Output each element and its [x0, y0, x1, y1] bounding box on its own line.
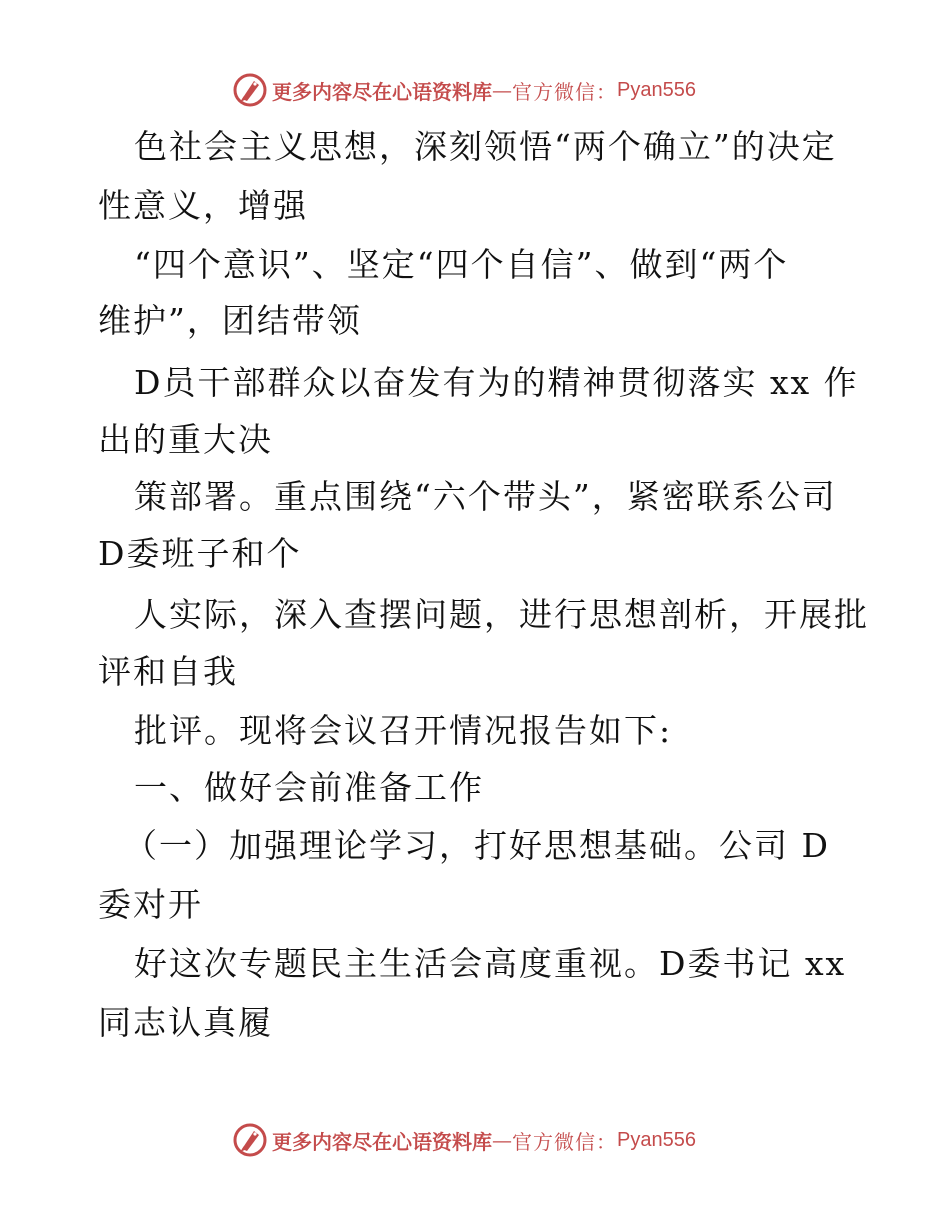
watermark-separator: —	[492, 78, 512, 102]
body-line: D员干部群众以奋发有为的精神贯彻落实 xx 作	[134, 363, 859, 402]
body-line: 维护”，团结带领	[98, 301, 362, 340]
body-line: “四个意识”、坚定“四个自信”、做到“两个	[134, 245, 789, 284]
watermark-site-text: 更多内容尽在心语资料库	[272, 79, 492, 104]
body-line: 好这次专题民主生活会高度重视。D委书记 xx	[134, 944, 847, 983]
body-line: 策部署。重点围绕“六个带头”，紧密联系公司	[134, 477, 837, 516]
watermark-separator: —	[492, 1128, 512, 1152]
pen-nib-logo-icon	[232, 1122, 268, 1158]
body-line: 同志认真履	[98, 1003, 273, 1042]
header-watermark	[232, 70, 696, 110]
body-line: 批评。现将会议召开情况报告如下:	[134, 711, 673, 750]
watermark-account: Pyan556	[617, 78, 696, 101]
footer-watermark	[232, 1120, 696, 1160]
section-heading: 一、做好会前准备工作	[134, 768, 484, 807]
body-line: D委班子和个	[98, 534, 302, 573]
watermark-account: Pyan556	[617, 1128, 696, 1151]
pen-nib-logo-icon	[232, 72, 268, 108]
body-line: 评和自我	[98, 652, 238, 691]
body-line: 色社会主义思想，深刻领悟“两个确立”的决定	[134, 127, 837, 166]
body-line: 出的重大决	[98, 420, 273, 459]
body-line: 人实际，深入查摆问题，进行思想剖析，开展批	[134, 595, 869, 634]
body-line: （一）加强理论学习，打好思想基础。公司 D	[124, 826, 830, 865]
watermark-official-label: 官方微信：	[512, 1129, 617, 1154]
body-line: 委对开	[98, 885, 203, 924]
body-line: 性意义，增强	[98, 186, 308, 225]
watermark-site-text: 更多内容尽在心语资料库	[272, 1129, 492, 1154]
watermark-official-label: 官方微信：	[512, 79, 617, 104]
